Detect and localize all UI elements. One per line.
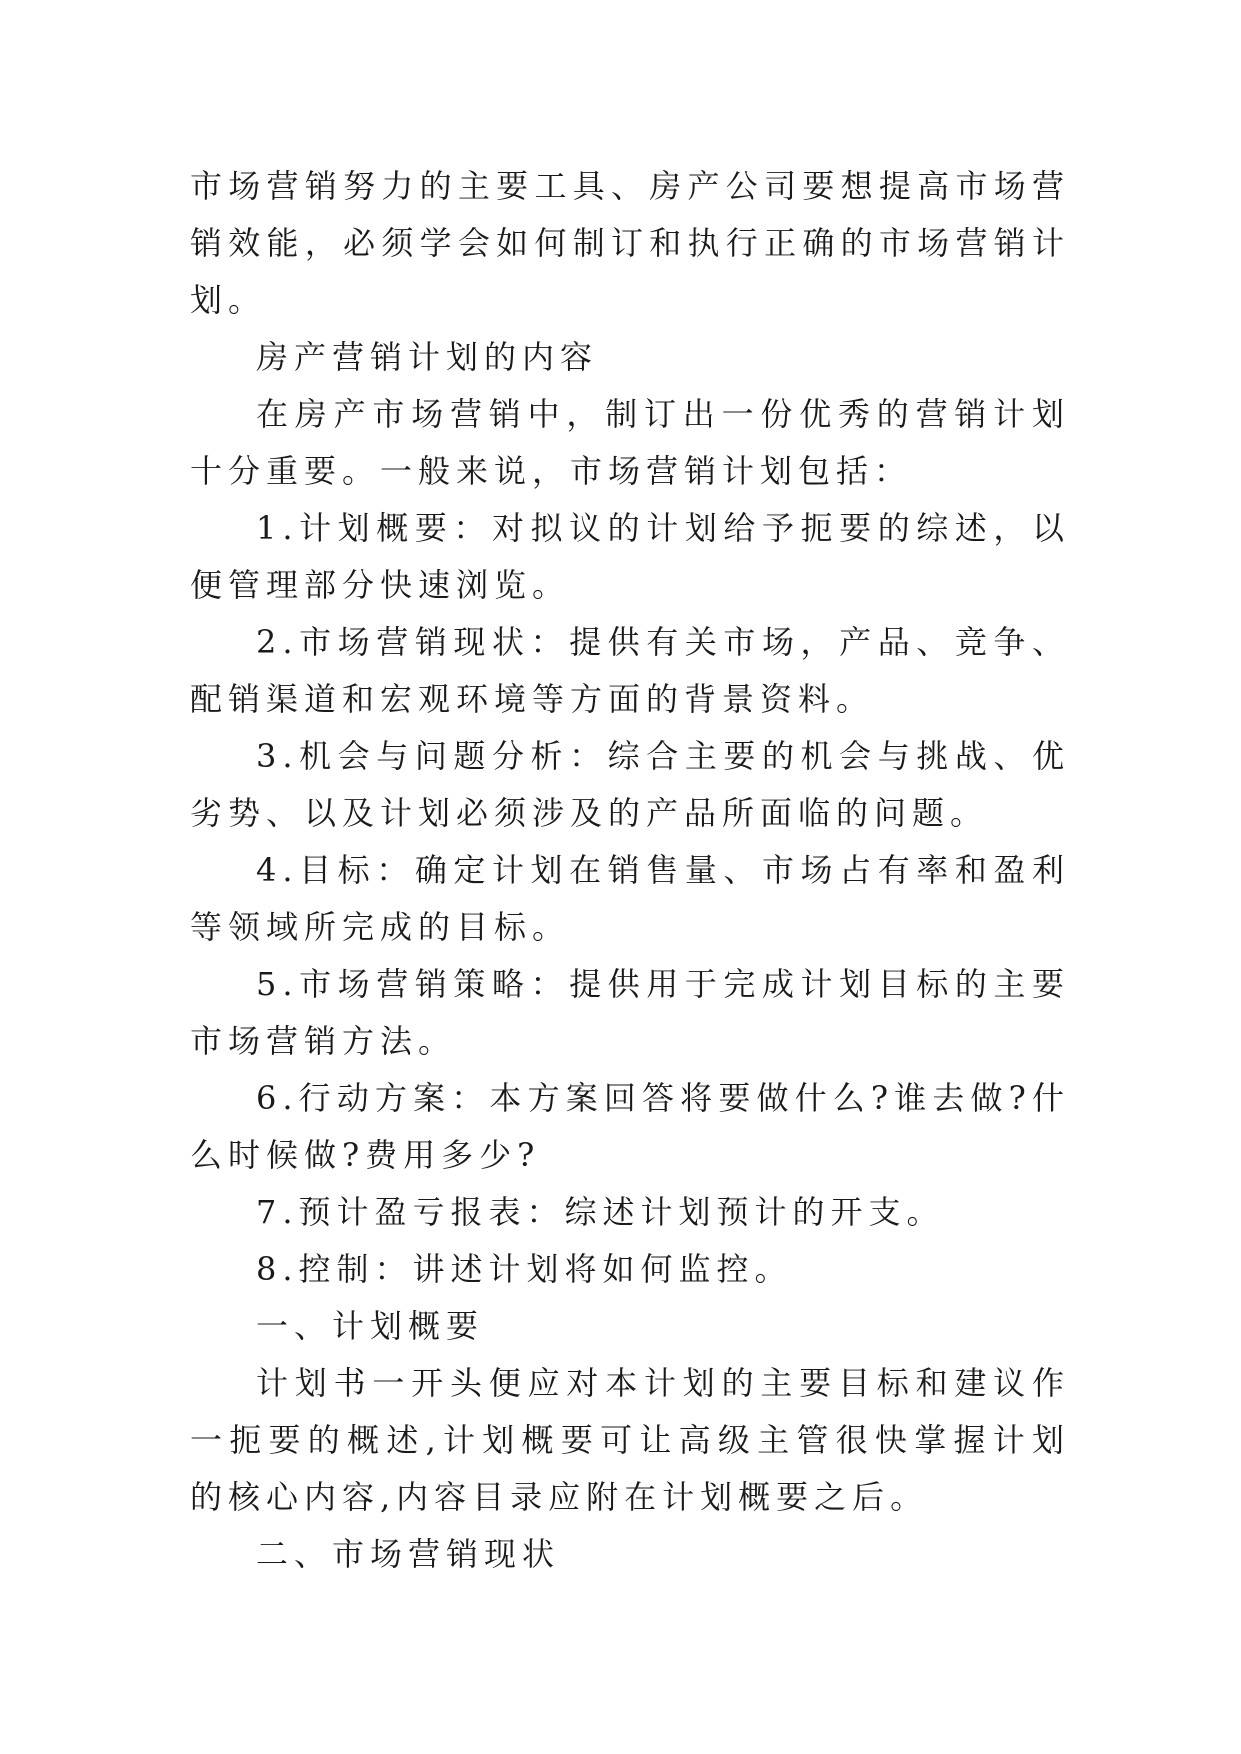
list-item-plan-summary: 1.计划概要：对拟议的计划给予扼要的综述，以便管理部分快速浏览。 (190, 509, 1070, 604)
list-item-profit-loss: 7.预计盈亏报表：综述计划预计的开支。 (256, 1193, 945, 1231)
paragraph-plan-importance: 在房产市场营销中，制订出一份优秀的营销计划十分重要。一般来说，市场营销计划包括： (190, 395, 1070, 490)
list-item-objectives: 4.目标：确定计划在销售量、市场占有率和盈利等领域所完成的目标。 (190, 851, 1070, 946)
list-item-marketing-strategy: 5.市场营销策略：提供用于完成计划目标的主要市场营销方法。 (190, 965, 1070, 1060)
list-item-market-status: 2.市场营销现状：提供有关市场，产品、竞争、配销渠道和宏观环境等方面的背景资料。 (190, 623, 1070, 718)
section-heading-plan-summary: 一、计划概要 (256, 1307, 485, 1345)
list-item-control: 8.控制：讲述计划将如何监控。 (256, 1250, 793, 1288)
list-item-opportunity-analysis: 3.机会与问题分析：综合主要的机会与挑战、优劣势、以及计划必须涉及的产品所面临的问题。 (190, 737, 1070, 832)
document-body (190, 158, 1070, 1583)
list-item-action-plan: 6.行动方案：本方案回答将要做什么?谁去做?什么时候做?费用多少? (190, 1079, 1070, 1174)
paragraph-plan-summary-body: 计划书一开头便应对本计划的主要目标和建议作一扼要的概述,计划概要可让高级主管很快掌握计划的核心内容,内容目录应附在计划概要之后。 (190, 1364, 1070, 1516)
paragraph-intro-continuation: 市场营销努力的主要工具、房产公司要想提高市场营销效能，必须学会如何制订和执行正确的市场营销计划。 (190, 167, 1070, 319)
section-heading-market-status: 二、市场营销现状 (256, 1535, 561, 1573)
section-heading-plan-contents: 房产营销计划的内容 (256, 338, 599, 376)
